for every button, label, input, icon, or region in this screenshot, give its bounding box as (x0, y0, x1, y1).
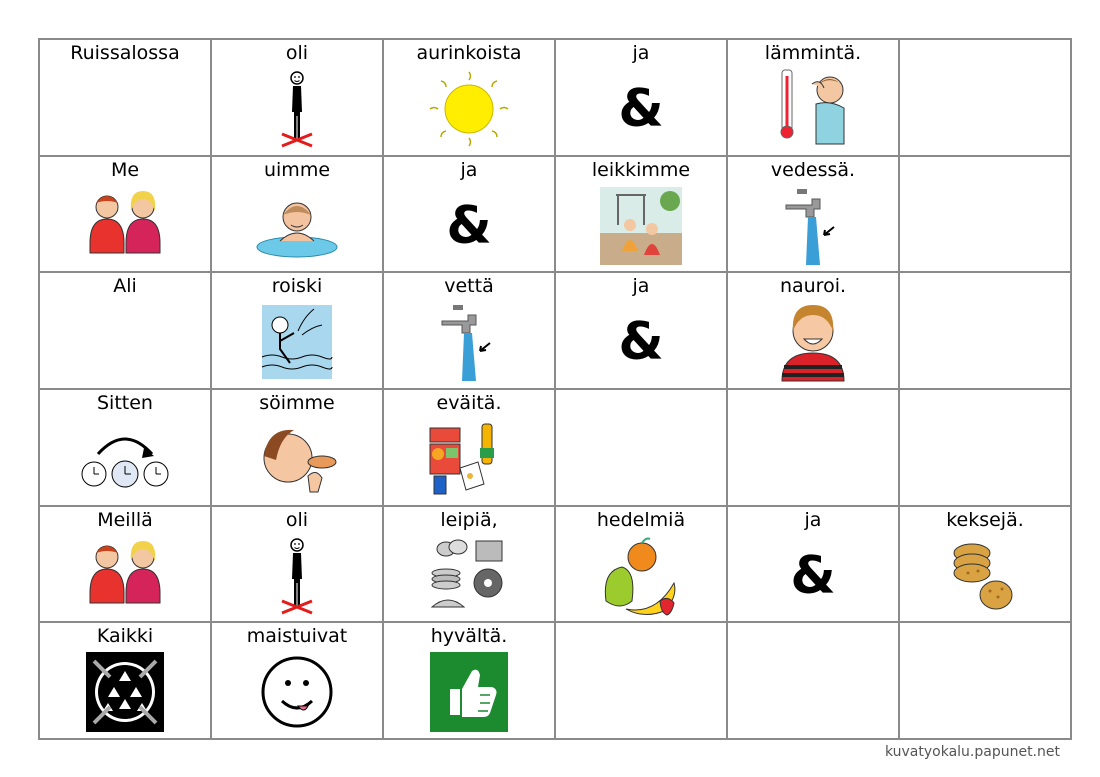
cell-word: maistuivat (246, 625, 348, 648)
board-cell (383, 506, 555, 623)
cell-word: ja (632, 42, 650, 64)
cell-word: Meillä (97, 508, 153, 531)
board-row (39, 39, 1071, 156)
board-cell (39, 156, 211, 273)
board-row (39, 272, 1071, 389)
eating-icon (252, 418, 342, 500)
ampersand-icon: & (790, 545, 836, 606)
sun-icon (424, 68, 514, 150)
board-cell (383, 272, 555, 389)
board-cell (555, 622, 727, 739)
board-cell (211, 272, 383, 389)
board-cell (899, 39, 1071, 156)
cell-word: roiski (271, 275, 323, 298)
board-row (39, 156, 1071, 273)
playing-children-icon (596, 185, 686, 267)
then-clocks-icon (80, 418, 170, 500)
water-tap-icon (424, 301, 514, 383)
cell-word: ja (632, 275, 650, 298)
cell-word: ja (460, 158, 478, 181)
board-cell (727, 39, 899, 156)
stick-figure-icon (252, 68, 342, 150)
board-cell (727, 272, 899, 389)
cell-word: uimme (263, 158, 331, 181)
board-cell (383, 389, 555, 506)
cell-word: vettä (444, 275, 494, 298)
picture-board (38, 38, 1072, 740)
board-cell (727, 389, 899, 506)
cell-word: keksejä. (946, 508, 1024, 531)
cookies-icon (940, 535, 1030, 617)
board-cell (211, 389, 383, 506)
board-cell (39, 506, 211, 623)
board-cell (211, 39, 383, 156)
cell-word: nauroi. (779, 275, 847, 298)
cell-word: Sitten (97, 391, 153, 414)
board-row (39, 622, 1071, 739)
board-cell (39, 39, 211, 156)
cell-word: Ali (113, 275, 137, 298)
cell-word: hyvältä. (430, 625, 508, 648)
cell-word: ja (804, 508, 822, 531)
ampersand-icon: & (618, 79, 664, 139)
board-cell (727, 506, 899, 623)
tasty-face-icon (252, 651, 342, 733)
cell-word: leipiä, (440, 508, 498, 531)
board-cell (39, 389, 211, 506)
board-cell (727, 622, 899, 739)
footer-credit: kuvatyokalu.papunet.net (884, 744, 1060, 760)
cell-word: hedelmiä (596, 508, 686, 531)
ampersand-icon: & (446, 195, 492, 256)
board-cell (555, 156, 727, 273)
lunchbox-icon (424, 418, 514, 500)
board-cell (727, 156, 899, 273)
board-row (39, 506, 1071, 623)
cell-word: aurinkoista (416, 42, 522, 64)
all-icon (80, 651, 170, 733)
stick-figure-icon (252, 535, 342, 617)
we-children-icon (80, 185, 170, 267)
board-cell (383, 39, 555, 156)
ampersand-icon: & (618, 312, 664, 373)
cell-word: Kaikki (96, 625, 154, 648)
cell-word: oli (285, 508, 309, 531)
board-cell (899, 272, 1071, 389)
laughing-boy-icon (768, 301, 858, 383)
board-cell (211, 156, 383, 273)
cell-word: Ruissalossa (70, 42, 180, 64)
board-cell (899, 622, 1071, 739)
board-cell (555, 389, 727, 506)
board-cell (899, 156, 1071, 273)
cell-word: lämmintä. (764, 42, 862, 64)
cell-word: Me (110, 158, 140, 181)
thumbs-up-icon (424, 651, 514, 733)
breads-icon (424, 535, 514, 617)
board-cell (39, 622, 211, 739)
board-cell (899, 506, 1071, 623)
board-cell (555, 39, 727, 156)
board-cell (39, 272, 211, 389)
splash-icon (252, 301, 342, 383)
we-children-icon (80, 535, 170, 617)
board-cell (211, 622, 383, 739)
fruits-icon (596, 535, 686, 617)
board-cell (211, 506, 383, 623)
board-cell (383, 156, 555, 273)
water-tap-icon (768, 185, 858, 267)
cell-word: eväitä. (436, 391, 502, 414)
cell-word: leikkimme (591, 158, 691, 181)
cell-word: vedessä. (770, 158, 856, 181)
cell-word: söimme (259, 391, 335, 414)
swimming-icon (252, 185, 342, 267)
board-cell (899, 389, 1071, 506)
board-cell (555, 272, 727, 389)
board-cell (555, 506, 727, 623)
board-row (39, 389, 1071, 506)
board-cell (383, 622, 555, 739)
warm-thermometer-icon (768, 68, 858, 150)
cell-word: oli (285, 42, 309, 64)
